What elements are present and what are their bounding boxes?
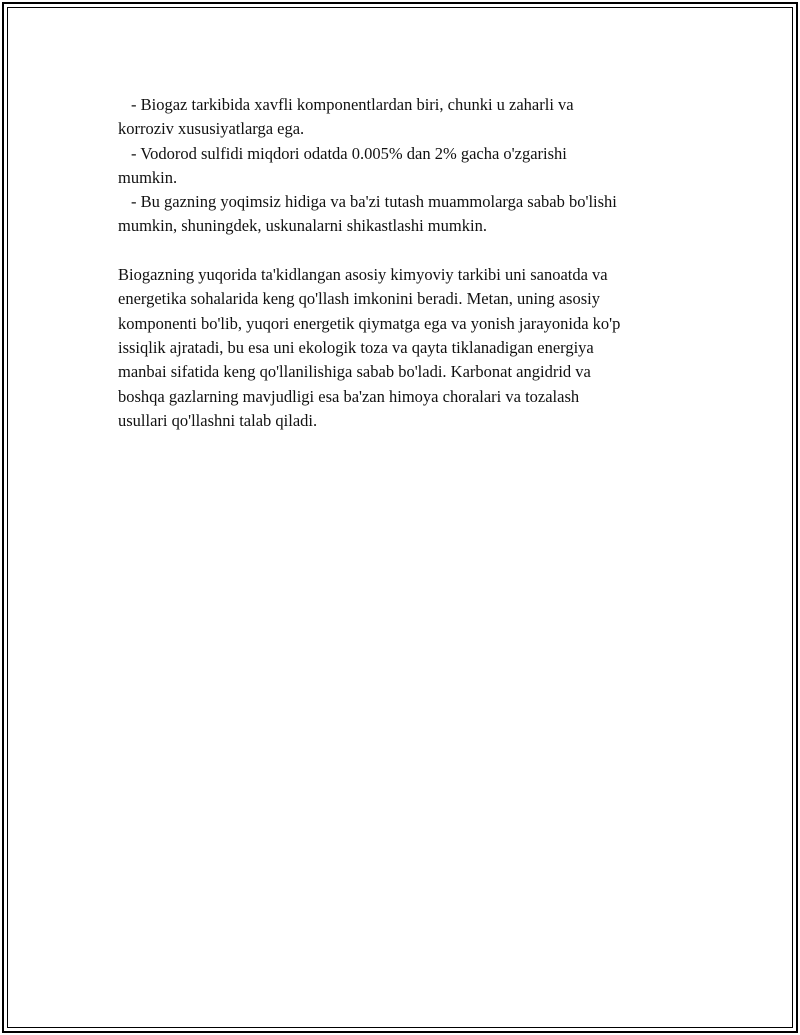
paragraph-line-6: boshqa gazlarning mavjudligi esa ba'zan himoya choralari va tozalash [118, 386, 580, 406]
bullet-item-1 [118, 93, 698, 142]
paragraph-line-3: komponenti bo'lib, yuqori energetik qiymatga ega va yonish jarayonida ko'p [118, 313, 621, 333]
bullet-3-line-2: mumkin, shuningdek, uskunalarni shikastlashi mumkin. [118, 216, 487, 236]
bullet-3-line-1: - Bu gazning yoqimsiz hidiga va ba'zi tutash muammolarga sabab bo'lishi [131, 192, 617, 212]
paragraph-gap [118, 239, 698, 263]
bullet-2-line-1: - Vodorod sulfidi miqdori odatda 0.005% dan 2% gacha o'zgarishi [131, 143, 567, 163]
summary-paragraph [118, 263, 698, 433]
paragraph-line-1: Biogazning yuqorida ta'kidlangan asosiy kimyoviy tarkibi uni sanoatda va [118, 265, 608, 285]
bullet-item-2 [118, 142, 698, 191]
paragraph-line-5: manbai sifatida keng qo'llanilishiga sabab bo'ladi. Karbonat angidrid va [118, 362, 591, 382]
paragraph-line-4: issiqlik ajratadi, bu esa uni ekologik toza va qayta tiklanadigan energiya [118, 337, 594, 357]
bullet-1-line-1: - Biogaz tarkibida xavfli komponentlardan biri, chunki u zaharli va [131, 95, 574, 114]
bullet-item-3 [118, 190, 698, 239]
bullet-2-line-2: mumkin. [118, 167, 178, 187]
document-body [118, 93, 698, 433]
bullet-1-line-2: korroziv xususiyatlarga ega. [118, 119, 305, 139]
paragraph-line-7: usullari qo'llashni talab qiladi. [118, 410, 318, 430]
paragraph-line-2: energetika sohalarida keng qo'llash imkonini beradi. Metan, uning asosiy [118, 289, 600, 309]
